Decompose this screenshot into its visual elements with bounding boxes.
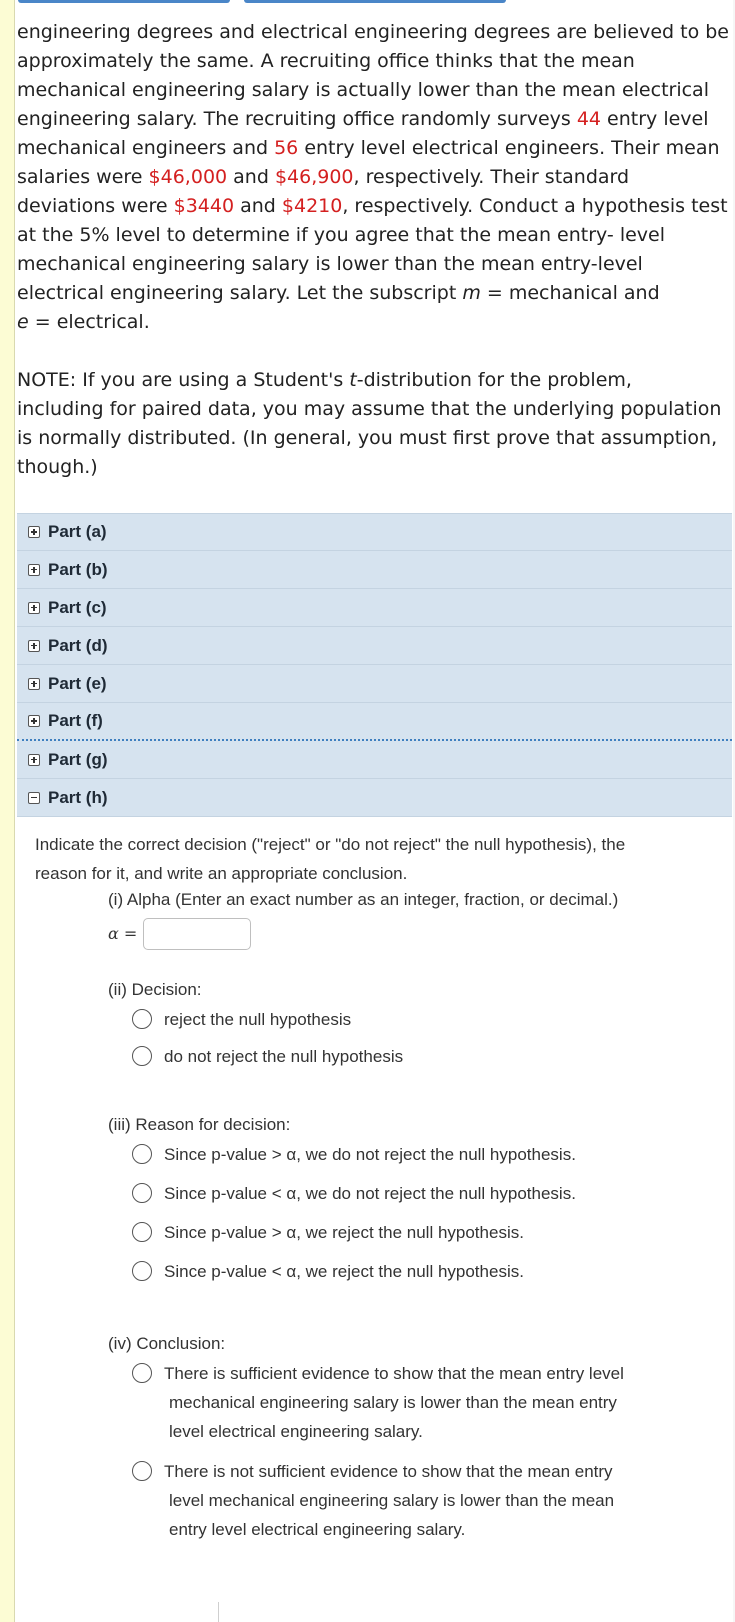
collapse-icon[interactable]	[28, 792, 40, 804]
radio-button[interactable]	[132, 1363, 152, 1383]
part-a-header[interactable]: Part (a)	[17, 513, 732, 551]
conclusion-question	[108, 1332, 718, 1544]
top-tab-left[interactable]	[18, 0, 230, 3]
problem-line: salaries were $46,000 and $46,900, respectively. Their standard	[17, 166, 630, 188]
instruction: Indicate the correct decision ("reject" or "do not reject" the null hypothesis), the reason for it, and write an appropriate conclusion.	[35, 835, 626, 883]
radio-button[interactable]	[132, 1009, 152, 1029]
expand-icon[interactable]	[28, 564, 40, 576]
top-tab-strip	[14, 0, 735, 5]
mean-mechanical: $46,000	[148, 166, 228, 188]
radio-button[interactable]	[132, 1461, 152, 1481]
sd-electrical: $4210	[281, 195, 343, 217]
problem-line: mechanical engineering salary is actually lower than the mean electrical	[17, 79, 709, 101]
problem-line: approximately the same. A recruiting office thinks that the mean	[17, 50, 635, 72]
reason-option[interactable]: Since p-value > α, we do not reject the null hypothesis.	[132, 1142, 718, 1169]
problem-line: engineering degrees and electrical engineering degrees are believed to be	[17, 21, 729, 43]
expand-icon[interactable]	[28, 640, 40, 652]
radio-button[interactable]	[132, 1261, 152, 1281]
reason-prompt: (iii) Reason for decision:	[108, 1115, 291, 1134]
left-margin-bar	[0, 0, 15, 1622]
alpha-question	[108, 888, 718, 950]
part-f-header[interactable]: Part (f)	[17, 703, 732, 741]
expand-icon[interactable]	[28, 754, 40, 766]
part-g-header[interactable]: Part (g)	[17, 741, 732, 779]
part-h-header[interactable]: Part (h)	[17, 779, 732, 817]
part-d-header[interactable]: Part (d)	[17, 627, 732, 665]
alpha-input[interactable]	[143, 918, 251, 950]
problem-line: electrical engineering salary. Let the subscript m = mechanical and	[17, 282, 660, 304]
conclusion-option[interactable]: There is not sufficient evidence to show that the mean entry level mechanical engineering salary is lower than the mean entry level electrical engineering salary.	[132, 1459, 718, 1544]
conclusion-option[interactable]: There is sufficient evidence to show that the mean entry level mechanical engineering salary is lower than the mean entry level electrical engineering salary.	[132, 1361, 718, 1446]
sample-size-mechanical: 44	[576, 108, 602, 130]
radio-button[interactable]	[132, 1222, 152, 1242]
mean-electrical: $46,900	[274, 166, 354, 188]
part-c-header[interactable]: Part (c)	[17, 589, 732, 627]
radio-button[interactable]	[132, 1046, 152, 1066]
alpha-prompt: (i) Alpha (Enter an exact number as an integer, fraction, or decimal.)	[108, 890, 619, 909]
part-e-header[interactable]: Part (e)	[17, 665, 732, 703]
decision-question	[108, 978, 718, 1071]
alpha-symbol: α =	[108, 924, 138, 943]
problem-line: e = electrical.	[17, 311, 150, 333]
reason-question	[108, 1113, 718, 1286]
radio-button[interactable]	[132, 1183, 152, 1203]
decision-option[interactable]: reject the null hypothesis	[132, 1007, 718, 1034]
problem-line: at the 5% level to determine if you agree that the mean entry- level	[17, 224, 666, 246]
decision-prompt: (ii) Decision:	[108, 980, 202, 999]
problem-line: mechanical engineering salary is lower than the mean entry-level	[17, 253, 643, 275]
reason-option[interactable]: Since p-value > α, we reject the null hypothesis.	[132, 1220, 718, 1247]
part-h-content	[35, 830, 725, 1539]
part-b-header[interactable]: Part (b)	[17, 551, 732, 589]
reason-option[interactable]: Since p-value < α, we do not reject the null hypothesis.	[132, 1181, 718, 1208]
top-tab-right[interactable]	[244, 0, 506, 3]
expand-icon[interactable]	[28, 715, 40, 727]
note: NOTE: If you are using a Student's t-distribution for the problem, including for paired data, you may assume that the underlying population is normally distributed. (In general, you must first prove that assumption, though.)	[17, 369, 722, 478]
problem-line: deviations were $3440 and $4210, respectively. Conduct a hypothesis test	[17, 195, 728, 217]
sd-mechanical: $3440	[173, 195, 235, 217]
problem-line: engineering salary. The recruiting office randomly surveys 44 entry level	[17, 108, 709, 130]
divider	[218, 1602, 219, 1622]
radio-button[interactable]	[132, 1144, 152, 1164]
problem-line: mechanical engineers and 56 entry level electrical engineers. Their mean	[17, 137, 720, 159]
problem-statement	[17, 18, 732, 482]
reason-option[interactable]: Since p-value < α, we reject the null hypothesis.	[132, 1259, 718, 1286]
parts-accordion	[17, 513, 732, 817]
decision-option[interactable]: do not reject the null hypothesis	[132, 1044, 718, 1071]
conclusion-prompt: (iv) Conclusion:	[108, 1334, 226, 1353]
expand-icon[interactable]	[28, 526, 40, 538]
expand-icon[interactable]	[28, 602, 40, 614]
expand-icon[interactable]	[28, 678, 40, 690]
sample-size-electrical: 56	[274, 137, 299, 159]
